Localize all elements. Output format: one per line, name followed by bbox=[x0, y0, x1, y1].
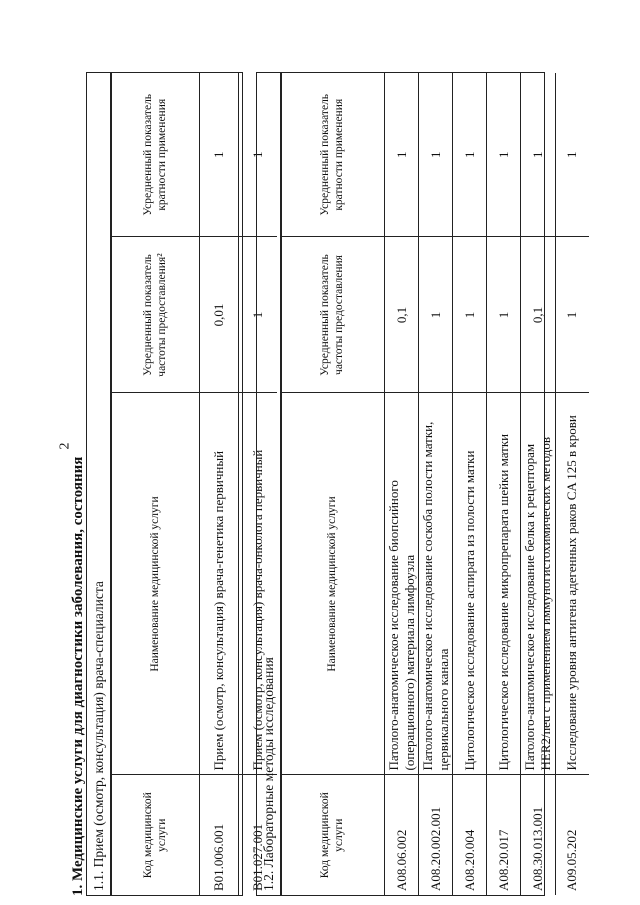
frequency-value: 0,01 bbox=[200, 237, 239, 393]
table-row bbox=[521, 73, 555, 895]
table-row bbox=[555, 73, 589, 895]
table-header-row bbox=[112, 73, 200, 895]
consultation-table bbox=[111, 73, 277, 895]
service-code: B01.027.001 bbox=[239, 775, 278, 895]
table-row bbox=[487, 73, 521, 895]
header-name: Наименование медицинской услуги bbox=[112, 393, 200, 775]
header-frequency: Усредненный показатель частоты предоставления² bbox=[112, 237, 200, 393]
lab-methods-table-title: 1.2. Лабораторные методы исследования bbox=[257, 73, 281, 895]
frequency-value: 1 bbox=[419, 237, 453, 393]
multiplicity-value: 1 bbox=[555, 73, 589, 237]
page-number: 2 bbox=[57, 442, 73, 450]
consultation-table-block bbox=[86, 72, 266, 896]
service-code: A08.30.013.001 bbox=[521, 775, 555, 895]
table-header-row bbox=[282, 73, 385, 895]
service-name: Исследование уровня антигена адегенных раков CA 125 в крови bbox=[555, 393, 589, 775]
service-code: A08.20.017 bbox=[487, 775, 521, 895]
table-row bbox=[200, 73, 239, 895]
service-name: Цитологическое исследование микропрепарата шейки матки bbox=[487, 393, 521, 775]
lab-methods-table bbox=[281, 73, 589, 895]
service-code: B01.006.001 bbox=[200, 775, 239, 895]
header-multiplicity: Усредненный показатель кратности применения bbox=[112, 73, 200, 237]
service-name: Патолого-анатомическое исследование белка к рецепторам HER2/neu с применением иммуногистохимических методов bbox=[521, 393, 555, 775]
section-title: 1. Медицинские услуги для диагностики заболевания, состояния bbox=[70, 456, 86, 896]
header-code: Код медицинской услуги bbox=[282, 775, 385, 895]
header-multiplicity: Усредненный показатель кратности применения bbox=[282, 73, 385, 237]
frequency-value: 1 bbox=[453, 237, 487, 393]
service-code: A09.05.202 bbox=[555, 775, 589, 895]
header-code: Код медицинской услуги bbox=[112, 775, 200, 895]
table-row bbox=[419, 73, 453, 895]
table-row bbox=[385, 73, 419, 895]
frequency-value: 1 bbox=[487, 237, 521, 393]
service-code: A08.20.004 bbox=[453, 775, 487, 895]
lab-methods-table-block bbox=[256, 72, 580, 896]
service-code: A08.20.002.001 bbox=[419, 775, 453, 895]
multiplicity-value: 1 bbox=[419, 73, 453, 237]
consultation-table-title: 1.1. Прием (осмотр, консультация) врача-специалиста bbox=[87, 73, 111, 895]
rotated-content bbox=[66, 66, 640, 896]
multiplicity-value: 1 bbox=[200, 73, 239, 237]
header-name: Наименование медицинской услуги bbox=[282, 393, 385, 775]
frequency-value: 1 bbox=[239, 237, 278, 393]
service-name: Цитологическое исследование аспирата из полости матки bbox=[453, 393, 487, 775]
frequency-value: 1 bbox=[555, 237, 589, 393]
service-name: Прием (осмотр, консультация) врача-генетика первичный bbox=[200, 393, 239, 775]
multiplicity-value: 1 bbox=[385, 73, 419, 237]
multiplicity-value: 1 bbox=[521, 73, 555, 237]
service-code: A08.06.002 bbox=[385, 775, 419, 895]
multiplicity-value: 1 bbox=[239, 73, 278, 237]
frequency-value: 0,1 bbox=[521, 237, 555, 393]
multiplicity-value: 1 bbox=[487, 73, 521, 237]
service-name: Патолого-анатомическое исследование соскоба полости матки, цервикального канала bbox=[419, 393, 453, 775]
table-row bbox=[453, 73, 487, 895]
frequency-value: 0,1 bbox=[385, 237, 419, 393]
header-frequency: Усредненный показатель частоты предоставления bbox=[282, 237, 385, 393]
multiplicity-value: 1 bbox=[453, 73, 487, 237]
service-name: Прием (осмотр, консультация) врача-онколога первичный bbox=[239, 393, 278, 775]
service-name: Патолого-анатомическое исследование биопсийного (операционного) материала лимфоузла bbox=[385, 393, 419, 775]
